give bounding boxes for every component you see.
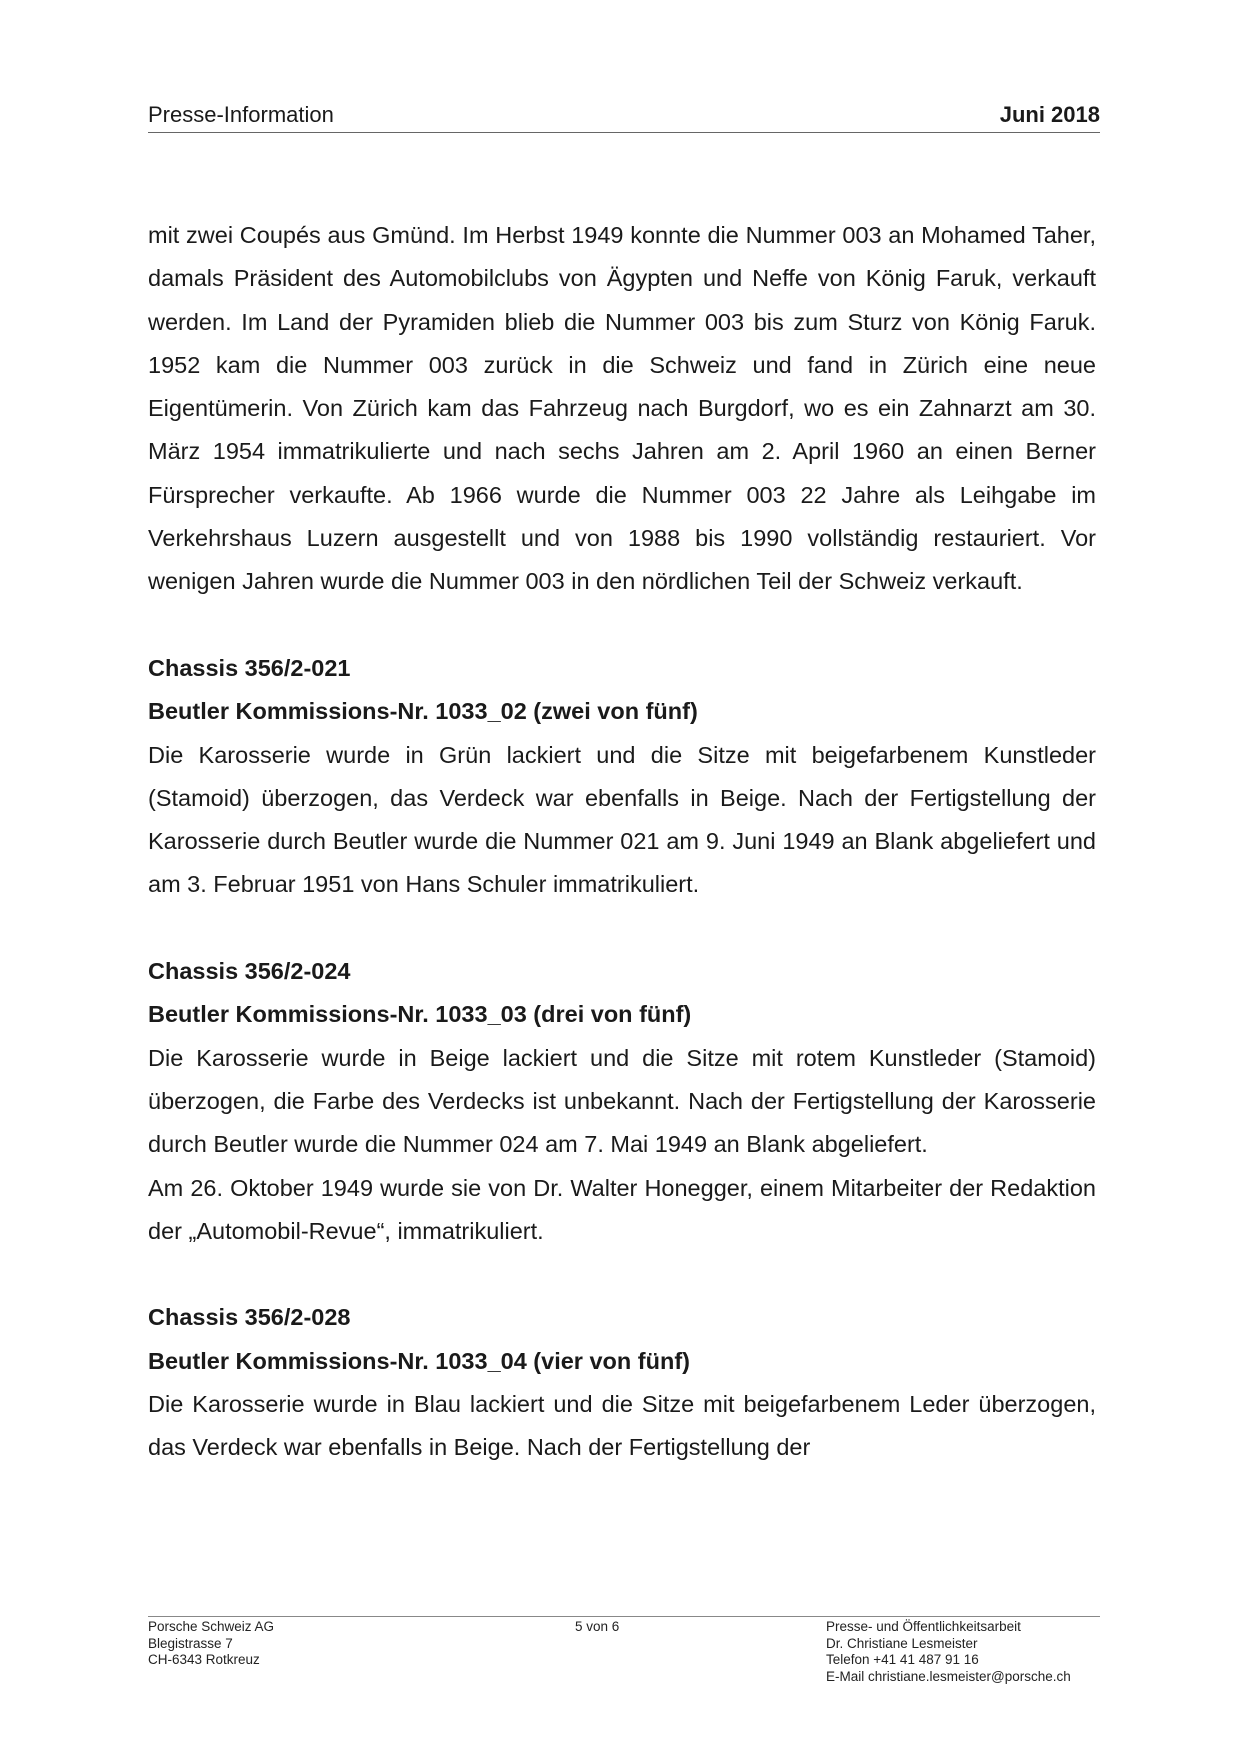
page-footer (148, 1616, 1100, 1684)
footer-city: CH-6343 Rotkreuz (148, 1652, 260, 1667)
kommission-heading: Beutler Kommissions-Nr. 1033_02 (zwei von fünf) (148, 698, 698, 725)
section-paragraph: Die Karosserie wurde in Blau lackiert und die Sitze mit beigefarbenem Leder überzogen, das Verdeck war ebenfalls in Beige. Nach der Fertigstellung der (148, 1391, 1096, 1461)
footer-contact-name: Dr. Christiane Lesmeister (826, 1635, 978, 1651)
chassis-heading: Chassis 356/2-024 (148, 958, 351, 985)
footer-page-number (575, 1619, 619, 1636)
page-number: 5 von 6 (575, 1619, 620, 1634)
footer-phone: Telefon +41 41 487 91 16 (826, 1652, 979, 1667)
chassis-heading: Chassis 356/2-021 (148, 654, 351, 681)
section-chassis-028 (148, 1296, 1096, 1469)
kommission-heading: Beutler Kommissions-Nr. 1033_04 (vier von fünf) (148, 1347, 690, 1374)
section-paragraph: Am 26. Oktober 1949 wurde sie von Dr. Walter Honegger, einem Mitarbeiter der Redaktion der „Automobil-Revue“, immatrikuliert. (148, 1174, 1096, 1244)
section-chassis-024 (148, 950, 1096, 1253)
footer-street: Blegistrasse 7 (148, 1635, 233, 1651)
document-type: Presse-Information (148, 102, 334, 127)
chassis-heading: Chassis 356/2-028 (148, 1304, 351, 1331)
footer-department: Presse- und Öffentlichkeitsarbeit (826, 1619, 1021, 1634)
page-header (148, 96, 1100, 133)
kommission-heading: Beutler Kommissions-Nr. 1033_03 (drei von fünf) (148, 1001, 692, 1028)
footer-email[interactable]: E-Mail christiane.lesmeister@porsche.ch (826, 1668, 1071, 1684)
footer-contact (826, 1619, 1071, 1685)
document-date: Juni 2018 (999, 102, 1100, 127)
section-chassis-021 (148, 647, 1096, 907)
footer-address (148, 1619, 274, 1669)
section-paragraph: Die Karosserie wurde in Beige lackiert und die Sitze mit rotem Kunstleder (Stamoid) überzogen, die Farbe des Verdecks ist unbekannt. Nach der Fertigstellung der Karosserie durch Beutler wurde die Nummer 024 am 7. Mai 1949 an Blank abgeliefert. (148, 1044, 1096, 1158)
section-paragraph: Die Karosserie wurde in Grün lackiert und die Sitze mit beigefarbenem Kunstleder (Stamoid) überzogen, das Verdeck war ebenfalls in Beige. Nach der Fertigstellung der Karosserie durch Beutler wurde die Nummer 021 am 9. Juni 1949 an Blank abgeliefert und am 3. Februar 1951 von Hans Schuler immatrikuliert. (148, 741, 1096, 898)
document-body (148, 214, 1096, 1470)
intro-paragraph: mit zwei Coupés aus Gmünd. Im Herbst 1949 konnte die Nummer 003 an Mohamed Taher, damals Präsident des Automobilclubs von Ägypten und Neffe von König Faruk, verkauft werden. Im Land der Pyramiden blieb die Nummer 003 bis zum Sturz von König Faruk. 1952 kam die Nummer 003 zurück in die Schweiz und fand in Zürich eine neue Eigentümerin. Von Zürich kam das Fahrzeug nach Burgdorf, wo es ein Zahnarzt am 30. März 1954 immatrikulierte und nach sechs Jahren am 2. April 1960 an einen Berner Fürsprecher verkaufte. Ab 1966 wurde die Nummer 003 22 Jahre als Leihgabe im Verkehrshaus Luzern ausgestellt und von 1988 bis 1990 vollständig restauriert. Vor wenigen Jahren wurde die Nummer 003 in den nördlichen Teil der Schweiz verkauft. (148, 222, 1096, 595)
footer-company: Porsche Schweiz AG (148, 1619, 275, 1634)
